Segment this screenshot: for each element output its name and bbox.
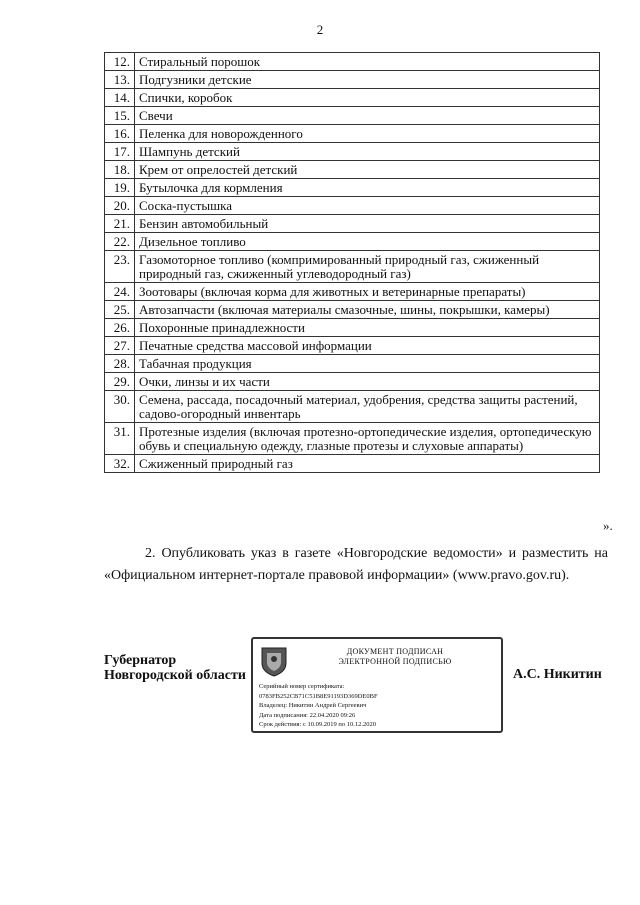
- table-row: [105, 107, 600, 125]
- item-number: 21.: [105, 215, 135, 233]
- item-text: Табачная продукция: [135, 355, 600, 373]
- table-row: [105, 251, 600, 283]
- paragraph-publish: 2. Опубликовать указ в газете «Новгородские ведомости» и разместить на «Официальном интернет-портале правовой информации» (www.pravo.gov.ru).: [104, 546, 608, 583]
- item-number: 27.: [105, 337, 135, 355]
- stamp-title-1: ДОКУМЕНТ ПОДПИСАН: [346, 647, 444, 656]
- table-row: [105, 53, 600, 71]
- table-row: [105, 71, 600, 89]
- governor-title: [104, 653, 246, 683]
- item-number: 31.: [105, 423, 135, 455]
- signer-name: А.С. Никитин: [513, 667, 602, 682]
- item-text: Протезные изделия (включая протезно-ортопедические изделия, ортопедическую обувь и специальную одежду, глазные протезы и слуховые аппараты): [135, 423, 600, 455]
- table-row: [105, 373, 600, 391]
- governor-line-2: Новгородской области: [104, 668, 246, 683]
- item-text: Спички, коробок: [135, 89, 600, 107]
- table-row: [105, 391, 600, 423]
- item-text: Автозапчасти (включая материалы смазочные, шины, покрышки, камеры): [135, 301, 600, 319]
- item-text: Дизельное топливо: [135, 233, 600, 251]
- item-number: 29.: [105, 373, 135, 391]
- item-text: Шампунь детский: [135, 143, 600, 161]
- item-text: Газомоторное топливо (компримированный природный газ, сжиженный природный газ, сжиженный углеводородный газ): [135, 251, 600, 283]
- closing-quote: ».: [603, 518, 613, 533]
- table-row: [105, 283, 600, 301]
- table-row: [105, 125, 600, 143]
- items-table: [104, 52, 600, 473]
- item-number: 25.: [105, 301, 135, 319]
- item-number: 20.: [105, 197, 135, 215]
- item-number: 24.: [105, 283, 135, 301]
- table-row: [105, 337, 600, 355]
- stamp-owner: Владелец: Никитин Андрей Сергеевич: [259, 702, 367, 709]
- item-number: 26.: [105, 319, 135, 337]
- item-text: Бензин автомобильный: [135, 215, 600, 233]
- table-row: [105, 455, 600, 473]
- item-number: 22.: [105, 233, 135, 251]
- item-text: Соска-пустышка: [135, 197, 600, 215]
- item-number: 17.: [105, 143, 135, 161]
- table-row: [105, 233, 600, 251]
- stamp-header: [297, 647, 493, 667]
- table-row: [105, 161, 600, 179]
- table-row: [105, 215, 600, 233]
- page-number: 2: [316, 22, 324, 37]
- item-number: 19.: [105, 179, 135, 197]
- item-text: Пеленка для новорожденного: [135, 125, 600, 143]
- stamp-signed-date: Дата подписания: 22.04.2020 09:26: [259, 711, 356, 719]
- table-row: [105, 423, 600, 455]
- item-number: 32.: [105, 455, 135, 473]
- item-number: 30.: [105, 391, 135, 423]
- item-text: Похоронные принадлежности: [135, 319, 600, 337]
- table-row: [105, 143, 600, 161]
- item-text: Сжиженный природный газ: [135, 455, 600, 473]
- item-text: Печатные средства массовой информации: [135, 337, 600, 355]
- item-text: Свечи: [135, 107, 600, 125]
- stamp-serial-label: Серийный номер сертификата:: [259, 683, 345, 690]
- table-row: [105, 179, 600, 197]
- item-text: Подгузники детские: [135, 71, 600, 89]
- item-text: Очки, линзы и их части: [135, 373, 600, 391]
- table-row: [105, 355, 600, 373]
- item-number: 23.: [105, 251, 135, 283]
- table-row: [105, 89, 600, 107]
- table-row: [105, 319, 600, 337]
- governor-line-1: Губернатор: [104, 653, 177, 668]
- table-row: [105, 301, 600, 319]
- item-number: 16.: [105, 125, 135, 143]
- item-text: Крем от опрелостей детский: [135, 161, 600, 179]
- item-number: 28.: [105, 355, 135, 373]
- stamp-details: [259, 682, 378, 730]
- item-number: 15.: [105, 107, 135, 125]
- item-number: 13.: [105, 71, 135, 89]
- stamp-validity: Срок действия: с 10.09.2019 по 10.12.2020: [259, 721, 376, 728]
- item-text: Бутылочка для кормления: [135, 179, 600, 197]
- stamp-title-2: ЭЛЕКТРОННОЙ ПОДПИСЬЮ: [338, 657, 452, 666]
- item-number: 18.: [105, 161, 135, 179]
- item-number: 12.: [105, 53, 135, 71]
- item-number: 14.: [105, 89, 135, 107]
- coat-of-arms-icon: [259, 645, 289, 677]
- table-row: [105, 197, 600, 215]
- item-text: Семена, рассада, посадочный материал, удобрения, средства защиты растений, садово-огородный инвентарь: [135, 391, 600, 423]
- item-text: Зоотовары (включая корма для животных и ветеринарные препараты): [135, 283, 600, 301]
- stamp-serial: 0783FB252CB71C51B8E91193D369DE0BF: [259, 692, 378, 700]
- signature-stamp: [251, 637, 503, 733]
- item-text: Стиральный порошок: [135, 53, 600, 71]
